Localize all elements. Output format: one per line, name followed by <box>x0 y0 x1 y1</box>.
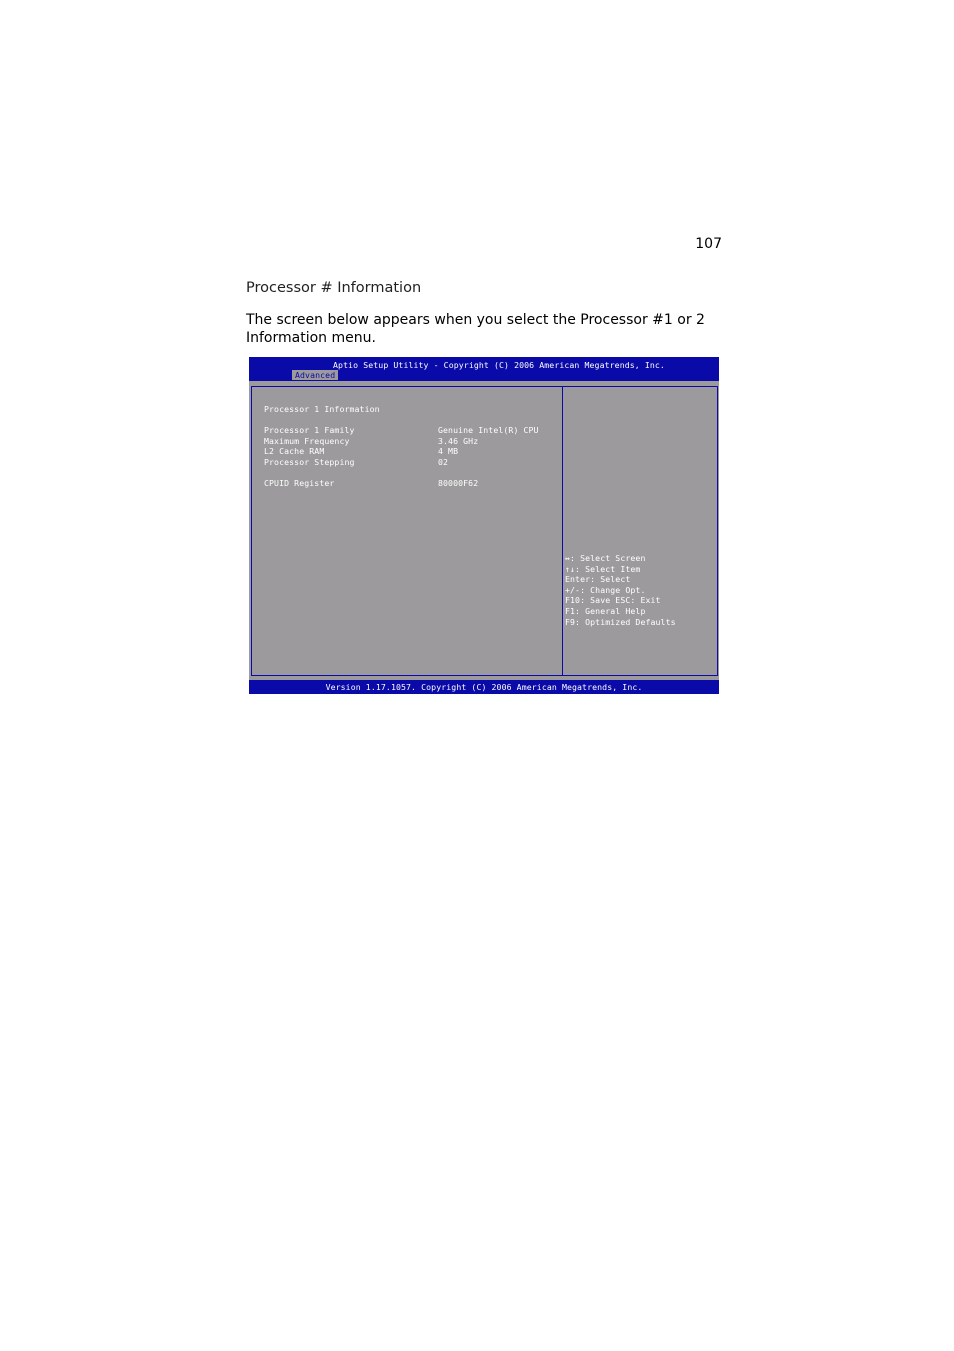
info-row-processor-family <box>264 425 554 436</box>
bios-help-panel <box>562 386 718 676</box>
info-label: Processor 1 Family <box>264 425 355 435</box>
bios-screenshot <box>249 357 719 694</box>
info-label: Maximum Frequency <box>264 436 350 446</box>
info-label: Processor Stepping <box>264 457 355 467</box>
bios-section-heading: Processor 1 Information <box>264 404 380 414</box>
bios-footer-text: Version 1.17.1057. Copyright (C) 2006 American Megatrends, Inc. <box>325 682 643 692</box>
info-row-l2-cache <box>264 446 554 457</box>
bios-header <box>249 357 719 381</box>
info-value: 3.46 GHz <box>438 436 479 446</box>
help-enter-select: Enter: Select <box>565 574 631 584</box>
info-value: Genuine Intel(R) CPU <box>438 425 539 435</box>
info-label: CPUID Register <box>264 478 335 488</box>
help-save-exit: F10: Save ESC: Exit <box>565 595 661 605</box>
bios-title: Aptio Setup Utility - Copyright (C) 2006 American Megatrends, Inc. <box>333 360 665 370</box>
page-number: 107 <box>695 236 722 252</box>
info-value: 02 <box>438 457 449 467</box>
intro-paragraph: The screen below appears when you select the Processor #1 or 2 Information menu. <box>246 312 705 346</box>
info-label: L2 Cache RAM <box>264 446 325 456</box>
tab-advanced[interactable]: Advanced <box>292 370 338 380</box>
section-title: Processor # Information <box>246 280 422 296</box>
info-row-processor-stepping <box>264 457 554 468</box>
help-select-item: ↑↓: Select Item <box>565 564 641 574</box>
info-row-cpuid-register <box>264 478 554 489</box>
info-value: 4 MB <box>438 446 459 456</box>
bios-main-panel <box>251 386 563 676</box>
help-optimized-defaults: F9: Optimized Defaults <box>565 617 676 627</box>
help-select-screen: ↔: Select Screen <box>565 553 646 563</box>
bios-footer <box>249 680 719 694</box>
info-value: 80000F62 <box>438 478 479 488</box>
help-general-help: F1: General Help <box>565 606 646 616</box>
help-change-opt: +/-: Change Opt. <box>565 585 646 595</box>
